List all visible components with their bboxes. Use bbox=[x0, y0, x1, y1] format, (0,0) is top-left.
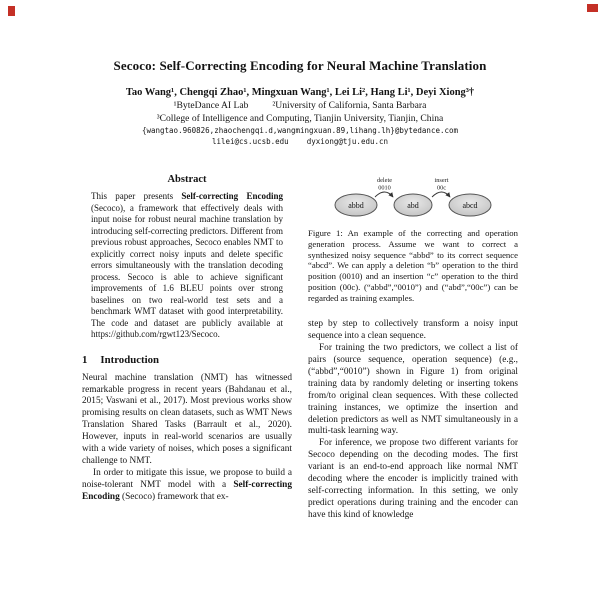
abstract-heading: Abstract bbox=[167, 174, 207, 185]
email-line-1: {wangtao.960826,zhaochengqi.d,wangmingxuan.89,lihang.lh}@bytedance.com bbox=[141, 126, 459, 135]
email-line-2: lilei@cs.ucsb.edu dyxiong@tju.edu.cn bbox=[211, 137, 389, 146]
paper-header bbox=[0, 0, 600, 146]
figure-1 bbox=[308, 174, 518, 303]
affiliation-line-2: ³College of Intelligence and Computing, Tianjin University, Tianjin, China bbox=[156, 113, 444, 124]
insert-op-code: 00c bbox=[436, 184, 447, 192]
body-paragraph-training: For training the two predictors, we collect a list of pairs (source sequence, operation sequence) (e.g., (“abbd”,“0010”) shown in Figure 1) from original training data by randomly deleting or inserting tokens from/to original clean sequences. With these collected training instances, we optimize the insertion and deletion predictors as well as NMT simultaneously in a multi-task learning way. bbox=[308, 343, 518, 437]
right-column bbox=[308, 170, 518, 522]
abstract-text-mid: (Secoco), a framework that effectively deals with input noise for robust neural machine translation by introducing self-correcting predictors. Different from previous robust approaches, Secoco enables NMT to explicitly correct noisy inputs and delete specific errors simultaneously with the translation decoding process. Secoco is able to achieve significant improvements of 1.6 BLEU points over strong baselines on two real-world test sets and a benchmark WMT dataset with good interpretability. The code and dataset are publicly available at bbox=[91, 202, 283, 328]
abstract-text-end: . bbox=[217, 329, 220, 340]
intro-paragraph-2-post: (Secoco) framework that ex- bbox=[119, 491, 229, 502]
paper-title: Secoco: Self-Correcting Encoding for Neural Machine Translation bbox=[113, 58, 487, 73]
github-link[interactable]: https://github.com/rgwt123/Secoco bbox=[91, 329, 218, 340]
node-abcd-label: abcd bbox=[462, 201, 478, 210]
node-abbd-label: abbd bbox=[348, 201, 364, 210]
intro-paragraph-2-bold: Self-correcting Encoding bbox=[82, 479, 292, 502]
authors-line: Tao Wang¹, Chengqi Zhao¹, Mingxuan Wang¹, Lei Li², Hang Li¹, Deyi Xiong³† bbox=[125, 87, 475, 98]
two-column-body bbox=[0, 146, 600, 522]
abstract-bold-phrase: Self-correcting Encoding bbox=[181, 191, 283, 201]
intro-paragraph-2-pre: In order to mitigate this issue, we propose to build a noise-tolerant NMT model with a bbox=[82, 467, 292, 490]
section-label: Introduction bbox=[100, 353, 160, 366]
figure-1-diagram bbox=[328, 174, 498, 220]
body-paragraph-inference: For inference, we propose two different variants for Secoco depending on the decoding modes. The first variant is an end-to-end approach like normal NMT decoding where the encoder is implicitly trained with self-correcting information. In this setting, we only predict operations during training and the encoder can have this kind of knowledge bbox=[308, 438, 518, 520]
arxiv-stamp-fragment-left bbox=[8, 6, 15, 16]
body-paragraph-continuation: step by step to collectively transform a noisy input sequence into a clean sequence. bbox=[308, 319, 518, 342]
section-heading-introduction bbox=[82, 354, 292, 366]
node-abd-label: abd bbox=[407, 201, 419, 210]
figure-1-caption: Figure 1: An example of the correcting and operation generation process. Assume we want to correct a synthesized noisy sequence “abbd” to its correct sequence “abcd”. We can apply a deletion “b” operation to the third position (0010) and an insertion “c” operation to the third position (00c). (“abbd”,“0010”) and (“abd”,“00c”) can be regarded as training examples. bbox=[308, 228, 518, 303]
abstract-text-pre: This paper presents bbox=[91, 191, 182, 201]
delete-op-label: delete bbox=[376, 177, 393, 184]
intro-paragraph-2 bbox=[82, 468, 292, 504]
delete-op-code: 0010 bbox=[378, 184, 391, 192]
affiliation-line-1: ¹ByteDance AI Lab ²University of California, Santa Barbara bbox=[173, 100, 427, 111]
abstract-text bbox=[82, 191, 292, 341]
section-number: 1 bbox=[82, 353, 88, 366]
delete-arrow bbox=[375, 192, 393, 197]
intro-paragraph-1: Neural machine translation (NMT) has witnessed remarkable progress in recent years (Bahdanau et al., 2015; Vaswani et al., 2017). Most previous works show promising results on clean datasets, such as WMT News Translation Shared Tasks (Barrault et al., 2020). However, inputs in real-world scenarios are usually with a wide variety of noises, which poses a significant challenge to NMT. bbox=[82, 372, 292, 466]
insert-op-label: insert bbox=[434, 177, 449, 184]
arxiv-stamp-fragment-right bbox=[587, 4, 598, 12]
left-column bbox=[82, 170, 292, 522]
insert-arrow bbox=[432, 192, 450, 197]
